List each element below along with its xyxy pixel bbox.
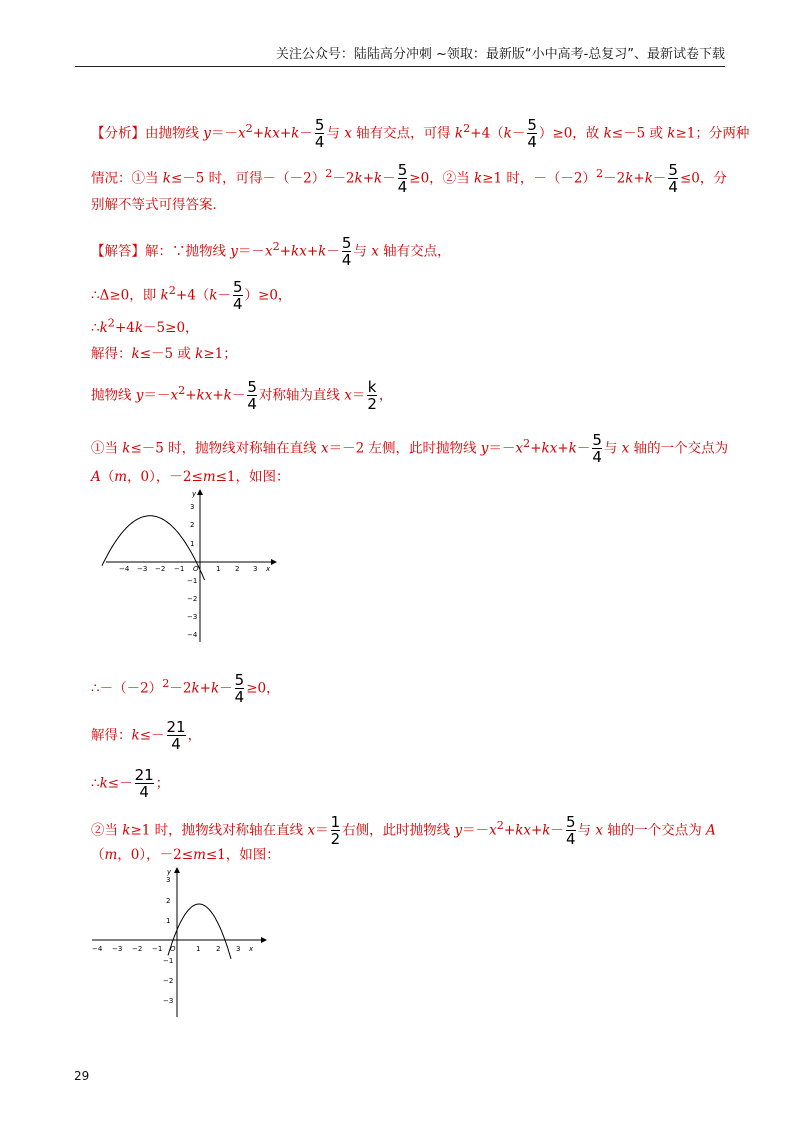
x-tick: 3 xyxy=(253,565,258,573)
origin-label: O xyxy=(193,565,199,573)
case1-line-3: $\therefore-(-2)^2-2k+k-$ $\frac{5}{4}$ ≥0， xyxy=(91,671,280,706)
x-tick: −1 xyxy=(174,565,185,573)
answer-line-5: 抛物线 $y=-x^2+kx+k-$ $\frac{5}{4}$ 对称轴为直线 x＝ $\frac{k}{2}$ ， xyxy=(91,378,393,413)
fraction: $\frac{5}{4}$ xyxy=(527,116,537,151)
x-tick: 3 xyxy=(236,945,241,953)
y-tick: −3 xyxy=(187,613,198,621)
analysis-line-2: 情况：①当 k≤－5 时，可得$-(-2)^2-2k+k-$ $\frac{5}{4}$ ≥0，②当 k≥1 时，$-(-2)^2-2k+k-$ $\frac{5}{4}$ ≤0，分 xyxy=(91,161,727,196)
graph-case1 xyxy=(86,484,286,644)
y-tick: −2 xyxy=(163,977,174,985)
case2-line-2: （m，0），－2≤m≤1，如图： xyxy=(91,847,280,863)
answer-line-2: ∴Δ≥0，即 $k^2+4(k-$ $\frac{5}{4}$ ）≥0， xyxy=(91,278,292,313)
case1-line-4: 解得：k≤－ $\frac{21}{4}$ ， xyxy=(91,718,202,753)
case1-line-5: ∴k≤－ $\frac{21}{4}$ ； xyxy=(91,766,170,801)
y-tick: 1 xyxy=(166,917,171,925)
x-tick: 2 xyxy=(235,565,240,573)
y-tick: −1 xyxy=(163,957,174,965)
y-label: y xyxy=(192,490,197,498)
y-tick: −1 xyxy=(187,577,198,585)
y-tick: −4 xyxy=(187,631,198,639)
y-tick: −3 xyxy=(163,997,174,1005)
x-tick: −2 xyxy=(155,565,166,573)
y-tick: 3 xyxy=(166,876,171,884)
fraction: $\frac{5}{4}$ xyxy=(592,431,602,466)
origin-label: O xyxy=(170,945,176,953)
fraction: $\frac{5}{4}$ xyxy=(565,813,576,848)
answer-line-4: 解得：k≤－5 或 k≥1； xyxy=(91,346,237,362)
x-label: x xyxy=(266,565,271,573)
fraction: $\frac{5}{4}$ xyxy=(234,671,245,706)
x-tick: 2 xyxy=(216,945,221,953)
answer-line-3: $\therefore k^2+4k-5\ge 0$， xyxy=(91,316,199,336)
fraction: $\frac{5}{4}$ xyxy=(232,278,243,313)
fraction: $\frac{k}{2}$ xyxy=(367,378,377,413)
case2-line-1: ②当 k≥1 时，抛物线对称轴在直线 x＝ $\frac{1}{2}$ 右侧，此时抛物线 $y=-x^2+kx+k-$ $\frac{5}{4}$ 与 x 轴的一个交点为 A xyxy=(91,813,716,848)
fraction: $\frac{5}{4}$ xyxy=(314,116,325,151)
graph-case2 xyxy=(86,862,276,1022)
x-tick: −3 xyxy=(137,565,148,573)
y-tick: 1 xyxy=(190,540,195,548)
analysis-line-3: 别解不等式可得答案． xyxy=(91,197,226,213)
x-tick: −2 xyxy=(132,945,143,953)
fraction: $\frac{1}{2}$ xyxy=(330,813,341,848)
fraction: $\frac{5}{4}$ xyxy=(247,378,257,413)
x-tick: 1 xyxy=(216,565,221,573)
y-tick: −2 xyxy=(187,595,198,603)
analysis-line-1: 【分析】由抛物线 $y=-x^2+kx+k-$ $\frac{5}{4}$ 与 x 轴有交点，可得 $k^2+4(k-$ $\frac{5}{4}$ ）≥0，故 k≤－5 或 k≥1；分两种 xyxy=(91,116,750,151)
answer-line-1: 【解答】解：∵抛物线 $y=-x^2+kx+k-$ $\frac{5}{4}$ 与 x 轴有交点， xyxy=(91,234,451,269)
x-tick: −3 xyxy=(112,945,123,953)
fraction: $\frac{5}{4}$ xyxy=(341,234,352,269)
y-tick: 2 xyxy=(190,521,195,529)
x-tick: 1 xyxy=(196,945,201,953)
fraction: $\frac{5}{4}$ xyxy=(397,161,408,196)
y-tick: 2 xyxy=(166,897,171,905)
case1-line-1: ①当 k≤－5 时，抛物线对称轴在直线 x＝－2 左侧，此时抛物线 $y=-x^2+kx+k-$ $\frac{5}{4}$ 与 x 轴的一个交点为 xyxy=(91,431,729,466)
fraction: $\frac{5}{4}$ xyxy=(668,161,678,196)
header-text: 关注公众号：陆陆高分冲刺 ~领取：最新版“小中高考-总复习”、最新试卷下载 xyxy=(275,47,725,62)
page-header xyxy=(75,44,725,67)
y-label: y xyxy=(167,868,172,876)
x-tick: −4 xyxy=(92,945,103,953)
y-tick: 3 xyxy=(190,503,195,511)
fraction: $\frac{21}{4}$ xyxy=(134,766,154,801)
page-number: 29 xyxy=(74,1069,90,1083)
x-label: x xyxy=(249,945,254,953)
case1-line-2: A（m，0），－2≤m≤1，如图： xyxy=(91,469,290,485)
fraction: $\frac{21}{4}$ xyxy=(166,718,186,753)
x-tick: −1 xyxy=(152,945,163,953)
x-tick: −4 xyxy=(119,565,130,573)
